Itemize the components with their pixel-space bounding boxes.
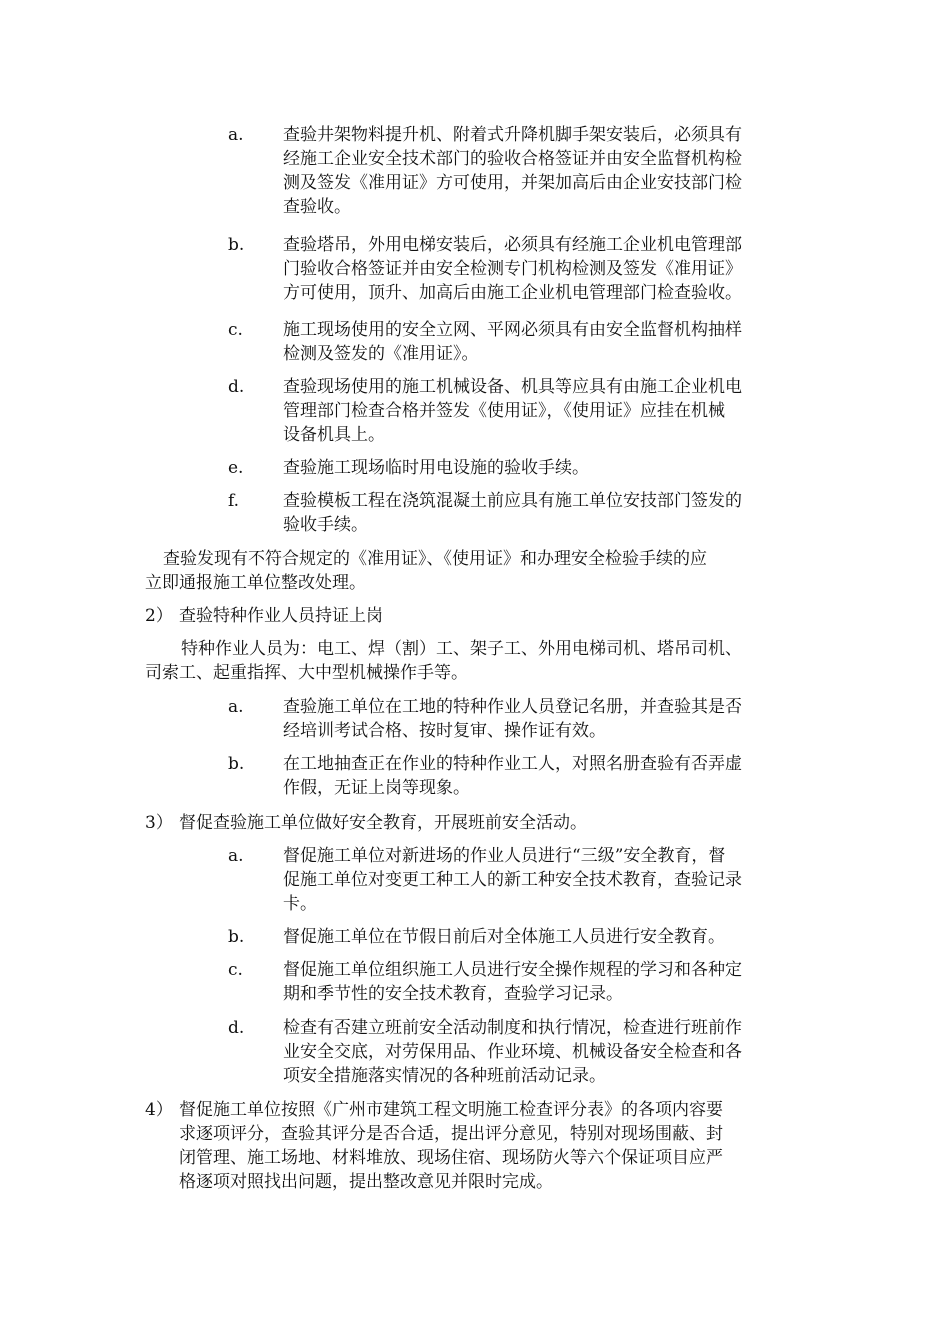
item-label: b. — [228, 754, 245, 774]
section-heading — [145, 811, 817, 835]
section-number: 4） — [145, 1100, 173, 1120]
list-item — [228, 456, 818, 480]
list-item — [228, 123, 818, 219]
paragraph: 查验发现有不符合规定的《准用证》、《使用证》和办理安全检验手续的应 立即通报施工单位整改处理。 — [145, 549, 707, 593]
list-item — [228, 695, 818, 743]
list-item — [228, 958, 818, 1006]
item-label: b. — [228, 235, 245, 255]
section-heading — [145, 1098, 817, 1194]
item-label: c. — [228, 960, 243, 980]
section-number: 2） — [145, 606, 173, 626]
list-item — [228, 752, 818, 800]
item-label: a. — [228, 846, 244, 866]
section-number: 3） — [145, 813, 173, 833]
item-text: 查验现场使用的施工机械设备、机具等应具有由施工企业机电 管理部门检查合格并签发《使用证》，《使用证》应挂在机械 设备机具上。 — [283, 377, 742, 445]
item-label: a. — [228, 697, 244, 717]
item-text: 施工现场使用的安全立网、平网必须具有由安全监督机构抽样 检测及签发的《准用证》。 — [283, 320, 742, 364]
item-label: a. — [228, 125, 244, 145]
item-label: f. — [228, 491, 240, 511]
section-title: 查验特种作业人员持证上岗 — [179, 606, 383, 626]
item-text: 督促施工单位组织施工人员进行安全操作规程的学习和各种定 期和季节性的安全技术教育，查验学习记录。 — [283, 960, 742, 1004]
list-item — [228, 925, 818, 949]
paragraph: 特种作业人员为：电工、焊（割）工、架子工、外用电梯司机、塔吊司机、 司索工、起重指挥、大中型机械操作手等。 — [145, 639, 742, 683]
item-text: 查验塔吊，外用电梯安装后，必须具有经施工企业机电管理部 门验收合格签证并由安全检测专门机构检测及签发《准用证》 方可使用，顶升、加高后由施工企业机电管理部门检查验收。 — [283, 235, 742, 303]
item-text: 查验井架物料提升机、附着式升降机脚手架安装后，必须具有 经施工企业安全技术部门的验收合格签证并由安全监督机构检 测及签发《准用证》方可使用，并架加高后由企业安技部门检 查验收。 — [283, 125, 742, 217]
section-text: 督促施工单位按照《广州市建筑工程文明施工检查评分表》的各项内容要 求逐项评分，查验其评分是否合适，提出评分意见，特别对现场围蔽、封 闭管理、施工场地、材料堆放、现场住宿、现场防火等六个保证项目应严 格逐项对照找出问题，提出整改意见并限时完成。 — [179, 1100, 723, 1192]
list-item — [228, 489, 818, 537]
list-item — [228, 318, 818, 366]
item-label: d. — [228, 377, 245, 397]
list-item — [228, 1016, 818, 1088]
item-text: 查验模板工程在浇筑混凝土前应具有施工单位安技部门签发的 验收手续。 — [283, 491, 742, 535]
item-text: 检查有否建立班前安全活动制度和执行情况，检查进行班前作 业安全交底，对劳保用品、作业环境、机械设备安全检查和各 项安全措施落实情况的各种班前活动记录。 — [283, 1018, 742, 1086]
item-text: 督促施工单位对新进场的作业人员进行“三级”安全教育，督 促施工单位对变更工种工人的新工种安全技术教育，查验记录 卡。 — [283, 846, 742, 914]
item-label: e. — [228, 458, 244, 478]
item-label: c. — [228, 320, 243, 340]
item-label: b. — [228, 927, 245, 947]
section-title: 督促查验施工单位做好安全教育，开展班前安全活动。 — [179, 813, 587, 833]
item-text: 查验施工现场临时用电设施的验收手续。 — [283, 458, 589, 478]
section-heading — [145, 604, 817, 628]
list-item — [228, 375, 818, 447]
item-text: 在工地抽查正在作业的特种作业工人，对照名册查验有否弄虚 作假，无证上岗等现象。 — [283, 754, 742, 798]
item-label: d. — [228, 1018, 245, 1038]
item-text: 查验施工单位在工地的特种作业人员登记名册，并查验其是否 经培训考试合格、按时复审、操作证有效。 — [283, 697, 742, 741]
item-text: 督促施工单位在节假日前后对全体施工人员进行安全教育。 — [283, 927, 725, 947]
list-item — [228, 844, 818, 916]
list-item — [228, 233, 818, 305]
